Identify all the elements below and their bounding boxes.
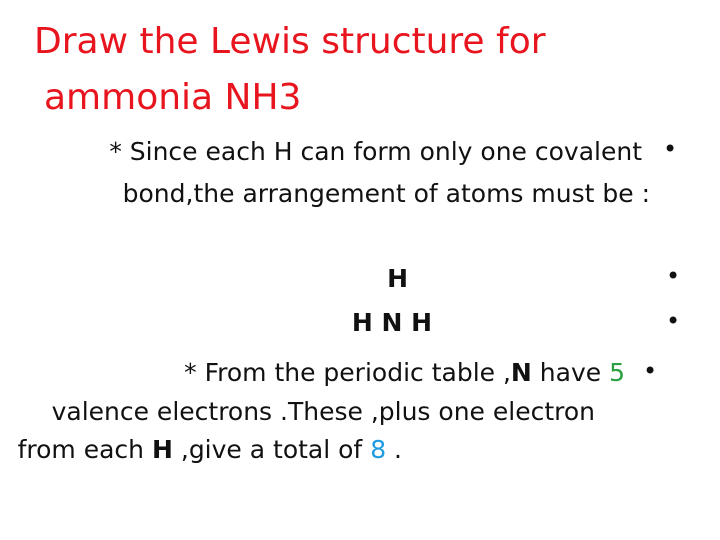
text-segment: * From the periodic table ,	[184, 358, 511, 387]
valence-count-5: 5	[609, 358, 625, 387]
bullet-icon: •	[663, 135, 678, 163]
text-line-total	[18, 437, 402, 462]
slide-title-line-2: ammonia NH3	[44, 77, 302, 118]
text-line-valence-electrons: valence electrons .These ,plus one electron	[51, 397, 595, 426]
hydrogen-symbol: H	[151, 435, 173, 464]
text-segment: have	[531, 358, 610, 387]
text-segment: from each	[17, 435, 152, 464]
text-segment: ,give a total of	[172, 435, 371, 464]
structure-hnh-row: H N H	[351, 308, 432, 337]
bullet-icon: •	[666, 307, 681, 335]
text-line-periodic-table	[184, 360, 625, 385]
total-count-8: 8	[370, 435, 387, 464]
text-segment: .	[386, 435, 402, 464]
bullet-icon: •	[666, 262, 681, 290]
slide-title-line-1: Draw the Lewis structure for	[34, 21, 546, 62]
bullet-icon: •	[643, 357, 658, 385]
structure-top-hydrogen: H	[387, 264, 408, 293]
text-line-arrangement: bond,the arrangement of atoms must be :	[122, 179, 650, 208]
nitrogen-symbol: N	[510, 358, 532, 387]
text-line-covalent-bond: * Since each H can form only one covalent	[109, 137, 642, 166]
